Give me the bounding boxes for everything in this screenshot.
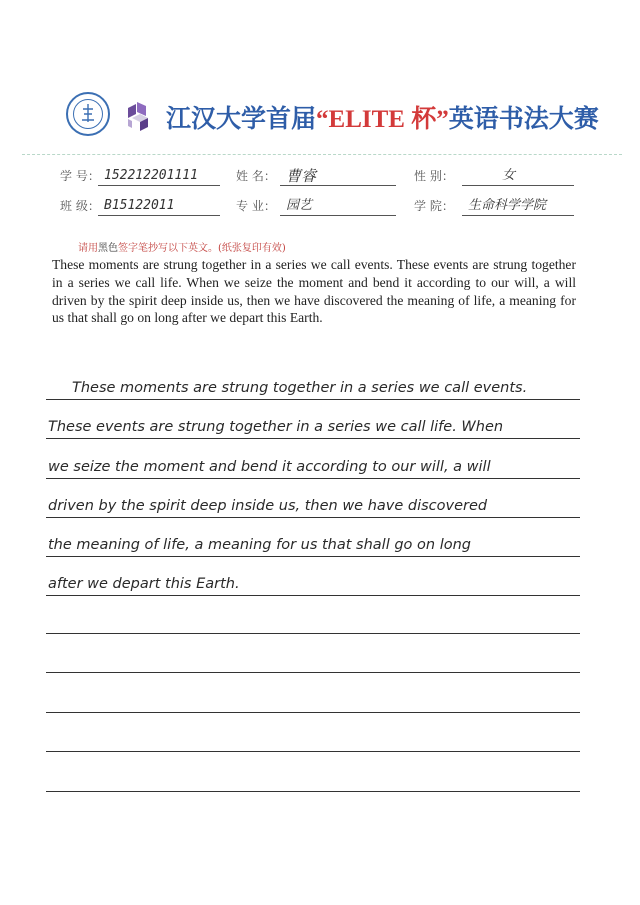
- student-id-label: 学 号：: [60, 169, 100, 183]
- handwriting-line-3: we seize the moment and bend it according to our will, a will: [48, 459, 491, 475]
- handwriting-line-5: the meaning of life, a meaning for us that shall go on long: [48, 537, 471, 553]
- gender-value: 女: [462, 166, 574, 186]
- college-field: [414, 194, 574, 216]
- major-field: [236, 194, 396, 216]
- source-passage: These moments are strung together in a series we call events. These events are strung together in a series we call life. When we seize the moment and bend it according to our will, a will driven by the spirit deep inside us, then we have discovered the meaning of life, a meaning for us that shall go on long after we depart this Earth.: [52, 257, 576, 326]
- major-label: 专 业：: [236, 199, 276, 213]
- writing-rule-1: [46, 399, 580, 400]
- instruction-emphasis: 黑色: [98, 243, 118, 254]
- title-suffix: 英语书法大赛: [448, 104, 599, 133]
- writing-rule-4: [46, 517, 580, 518]
- name-value: 曹睿: [280, 166, 396, 186]
- writing-rule-5: [46, 556, 580, 557]
- header-divider: [22, 154, 622, 155]
- class-field: [60, 194, 220, 216]
- writing-rule-6: [46, 595, 580, 596]
- class-label: 班 级：: [60, 199, 100, 213]
- handwriting-line-4: driven by the spirit deep inside us, then we have discovered: [48, 498, 488, 514]
- student-id-value: 152212201111: [98, 166, 220, 186]
- instruction-after: 签字笔抄写以下英文。(纸张复印有效): [118, 243, 286, 254]
- writing-rule-11: [46, 791, 580, 792]
- name-label: 姓 名：: [236, 169, 276, 183]
- handwriting-line-6: after we depart this Earth.: [48, 576, 240, 592]
- handwriting-line-2: These events are strung together in a series we call life. When: [48, 419, 504, 435]
- college-value: 生命科学学院: [462, 196, 574, 216]
- instruction-text: [78, 239, 286, 254]
- instruction-before: 请用: [78, 243, 98, 254]
- university-seal-icon: [66, 92, 110, 136]
- gender-label: 性 别：: [414, 169, 454, 183]
- name-field: [236, 164, 396, 186]
- writing-rule-10: [46, 751, 580, 752]
- handwriting-line-1: These moments are strung together in a series we call events.: [72, 380, 528, 396]
- student-id-field: [60, 164, 220, 186]
- writing-rule-8: [46, 672, 580, 673]
- gender-field: [414, 164, 574, 186]
- writing-rule-3: [46, 478, 580, 479]
- class-value: B15122011: [98, 196, 220, 216]
- page-title: [166, 99, 599, 135]
- title-prefix: 江汉大学首届: [166, 104, 317, 133]
- major-value: 园艺: [280, 196, 396, 216]
- writing-rule-9: [46, 712, 580, 713]
- writing-rule-2: [46, 438, 580, 439]
- writing-rule-7: [46, 633, 580, 634]
- college-label: 学 院：: [414, 199, 454, 213]
- title-highlight: “ELITE 杯”: [316, 106, 449, 133]
- contest-logo-icon: [122, 98, 156, 132]
